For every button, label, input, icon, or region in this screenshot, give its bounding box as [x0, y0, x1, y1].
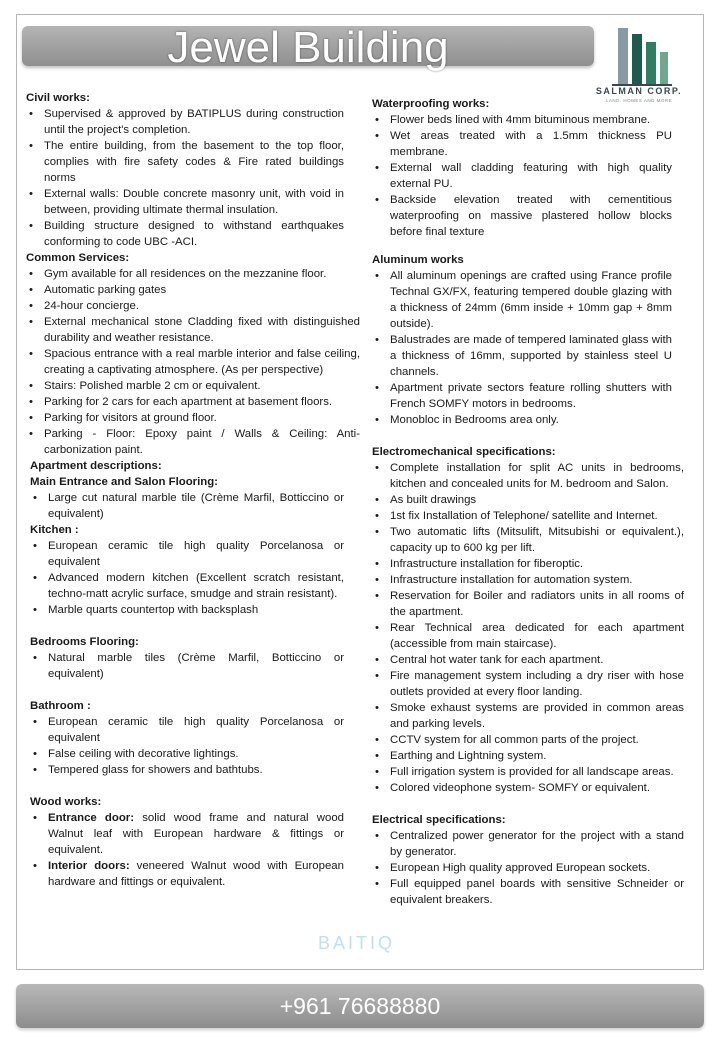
list-item: • Apartment private sectors feature rolling shutters with French SOMFY motors in bedrooms.	[372, 380, 672, 412]
civil-works-list	[26, 106, 344, 250]
list-item	[30, 858, 344, 890]
bathroom-heading: Bathroom :	[30, 700, 91, 712]
list-item: • The entire building, from the basement to the top floor, complies with fire safety codes & Fire rated buildings norms	[26, 138, 344, 186]
interior-doors-text: veneered Walnut wood with European hardware and fittings or equivalent.	[48, 860, 344, 888]
common-services-list	[26, 266, 360, 458]
kitchen-list	[30, 538, 344, 618]
list-item: • Balustrades are made of tempered laminated glass with a thickness of 16mm, supported by stainless steel U channels.	[372, 332, 672, 380]
list-item: • Backside elevation treated with cementitious waterproofing on massive plastered hollow blocks before final texture	[372, 192, 672, 240]
list-item: • Building structure designed to withstand earthquakes conforming to code UBC -ACI.	[26, 218, 344, 250]
list-item: • Tempered glass for showers and bathtubs.	[30, 762, 344, 778]
main-entrance-heading: Main Entrance and Salon Flooring:	[30, 476, 218, 488]
interior-doors-label: Interior doors:	[48, 860, 130, 872]
list-item: • 1st fix Installation of Telephone/ satellite and Internet.	[372, 508, 684, 524]
list-item: • Full irrigation system is provided for all landscape areas.	[372, 764, 684, 780]
list-item: • External walls: Double concrete masonry unit, with void in between, providing ultimate thermal insulation.	[26, 186, 344, 218]
list-item: • Wet areas treated with a 1.5mm thickness PU membrane.	[372, 128, 672, 160]
left-column	[26, 90, 360, 890]
list-item: • Gym available for all residences on the mezzanine floor.	[26, 266, 360, 282]
list-item: • Earthing and Lightning system.	[372, 748, 684, 764]
list-item: • Rear Technical area dedicated for each apartment (accessible from main staircase).	[372, 620, 684, 652]
common-services-heading: Common Services:	[26, 252, 130, 264]
phone-number[interactable]: +961 76688880	[279, 993, 441, 1019]
list-item: • Colored videophone system- SOMFY or equivalent.	[372, 780, 684, 796]
bathroom-list	[30, 714, 344, 778]
waterproofing-heading: Waterproofing works:	[372, 98, 490, 110]
list-item: • External mechanical stone Cladding fixed with distinguished durability and weather resistance.	[26, 314, 360, 346]
list-item: • Advanced modern kitchen (Excellent scratch resistant, techno-matt acrylic surface, smudge and strain resistant).	[30, 570, 344, 602]
aluminum-list	[372, 268, 672, 428]
waterproofing-list	[372, 112, 672, 240]
list-item: • Flower beds lined with 4mm bituminous membrane.	[372, 112, 672, 128]
list-item: • Reservation for Boiler and radiators units in all rooms of the apartment.	[372, 588, 684, 620]
bedrooms-heading: Bedrooms Flooring:	[30, 636, 139, 648]
logo-tagline: LAND. HOMES AND MORE	[605, 98, 673, 103]
list-item: • Complete installation for split AC units in bedrooms, kitchen and concealed units for M. bedroom and Salon.	[372, 460, 684, 492]
list-item: • European ceramic tile high quality Porcelanosa or equivalent	[30, 538, 344, 570]
list-item: • Large cut natural marble tile (Crème Marfil, Botticcino or equivalent)	[30, 490, 344, 522]
bedrooms-list	[30, 650, 344, 682]
list-item: • False ceiling with decorative lightings.	[30, 746, 344, 762]
kitchen-heading: Kitchen :	[30, 524, 79, 536]
watermark: BAITIQ	[318, 933, 396, 953]
entrance-door-label: Entrance door:	[48, 812, 135, 824]
electromechanical-heading: Electromechanical specifications:	[372, 446, 556, 458]
apartment-heading: Apartment descriptions:	[30, 460, 162, 472]
electromechanical-list	[372, 460, 684, 796]
apartment-section	[26, 458, 344, 890]
list-item: • Spacious entrance with a real marble interior and false ceiling, creating a captivating atmosphere. (As per perspective)	[26, 346, 360, 378]
list-item: • Centralized power generator for the project with a stand by generator.	[372, 828, 684, 860]
main-entrance-list	[30, 490, 344, 522]
list-item: • Full equipped panel boards with sensitive Schneider or equivalent breakers.	[372, 876, 684, 908]
list-item: • External wall cladding featuring with high quality external PU.	[372, 160, 672, 192]
list-item: • Infrastructure installation for automation system.	[372, 572, 684, 588]
logo-name: SALMAN CORP.	[595, 86, 683, 96]
aluminum-heading: Aluminum works	[372, 254, 464, 266]
electrical-heading: Electrical specifications:	[372, 814, 506, 826]
list-item: • Infrastructure installation for fiberoptic.	[372, 556, 684, 572]
list-item: • As built drawings	[372, 492, 684, 508]
list-item: • 24-hour concierge.	[26, 298, 360, 314]
list-item: • All aluminum openings are crafted using France profile Technal GX/FX, featuring tempered double glazing with a thickness of 24mm (6mm inside + 10mm gap + 8mm outside).	[372, 268, 672, 332]
list-item: • Two automatic lifts (Mitsulift, Mitsubishi or equivalent.), capacity up to 600 kg per lift.	[372, 524, 684, 556]
right-column	[372, 96, 684, 908]
civil-works-heading: Civil works:	[26, 92, 90, 104]
list-item: • CCTV system for all common parts of the project.	[372, 732, 684, 748]
wood-works-list	[30, 810, 344, 890]
list-item: • Parking for visitors at ground floor.	[26, 410, 360, 426]
list-item: • European ceramic tile high quality Porcelanosa or equivalent	[30, 714, 344, 746]
list-item: • Automatic parking gates	[26, 282, 360, 298]
list-item: • Supervised & approved by BATIPLUS during construction until the project's completion.	[26, 106, 344, 138]
list-item: • Natural marble tiles (Crème Marfil, Botticcino or equivalent)	[30, 650, 344, 682]
electrical-list	[372, 828, 684, 908]
list-item: • Stairs: Polished marble 2 cm or equivalent.	[26, 378, 360, 394]
list-item: • Fire management system including a dry riser with hose outlets provided at every floor landing.	[372, 668, 684, 700]
wood-works-heading: Wood works:	[30, 796, 102, 808]
list-item: • Monobloc in Bedrooms area only.	[372, 412, 672, 428]
list-item: • Marble quarts countertop with backsplash	[30, 602, 344, 618]
list-item: • Smoke exhaust systems are provided in common areas and parking levels.	[372, 700, 684, 732]
list-item	[30, 810, 344, 858]
list-item: • Parking for 2 cars for each apartment at basement floors.	[26, 394, 360, 410]
list-item: • Central hot water tank for each apartment.	[372, 652, 684, 668]
entrance-door-text: solid wood frame and natural wood Walnut leaf with European hardware & fittings or equivalent.	[48, 812, 344, 856]
list-item: • Parking - Floor: Epoxy paint / Walls & Ceiling: Anti-carbonization paint.	[26, 426, 360, 458]
page-title: Jewel Building	[167, 23, 449, 72]
list-item: • European High quality approved European sockets.	[372, 860, 684, 876]
